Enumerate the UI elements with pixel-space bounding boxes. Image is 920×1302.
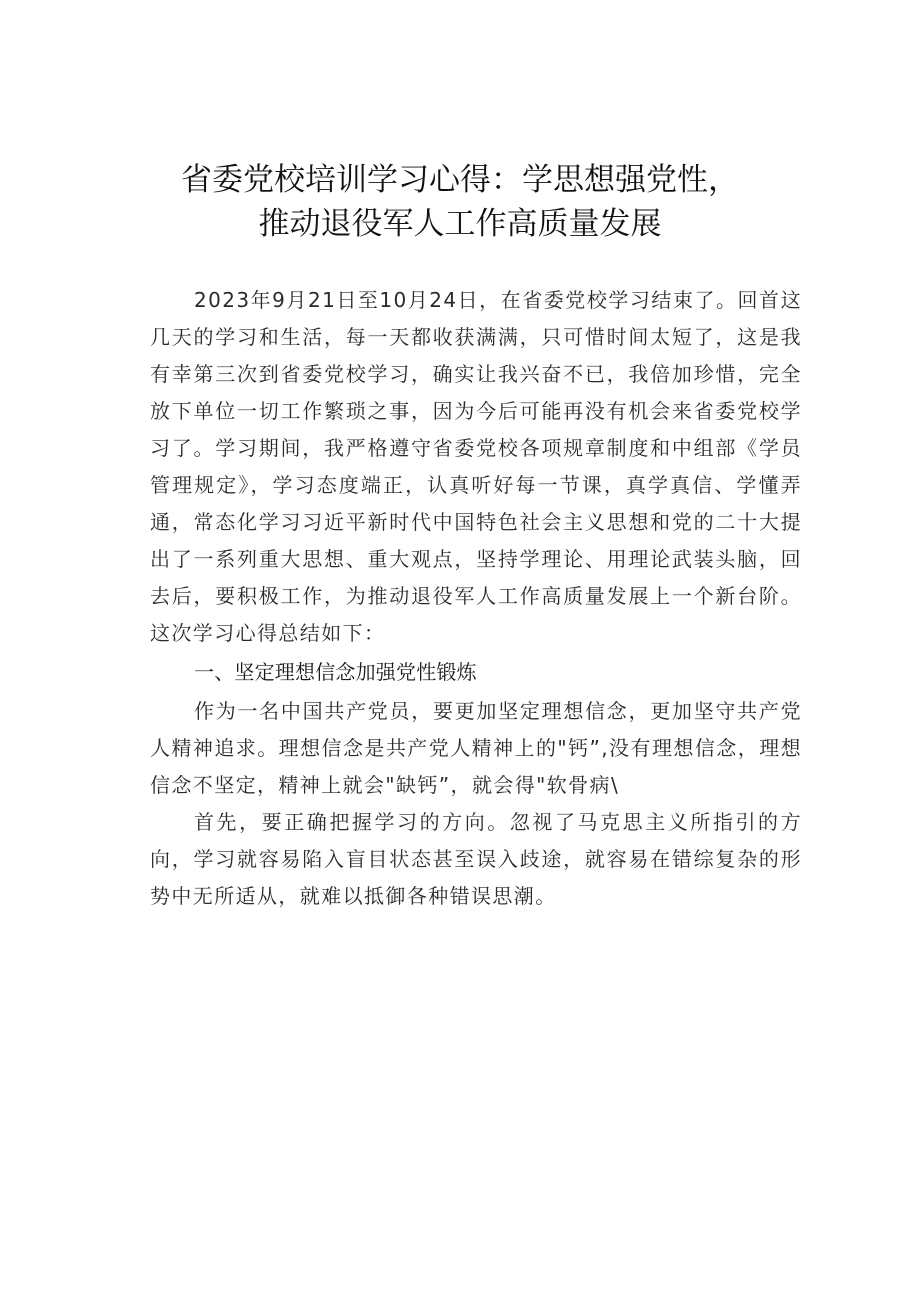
paragraph-direction: 首先，要正确把握学习的方向。忽视了马克思主义所指引的方向，学习就容易陷入盲目状态甚至误入歧途，就容易在错综复杂的形势中无所适从，就难以抵御各种错误思潮。 [150,810,802,908]
document-title [100,158,820,246]
title-line-1: 省委党校培训学习心得：学思想强党性， [181,162,739,198]
title-line-2: 推动退役军人工作高质量发展 [258,206,662,242]
paragraph-intro: 2023年9月21日至10月24日，在省委党校学习结束了。回首这几天的学习和生活，每一天都收获满满，只可惜时间太短了，这是我有幸第三次到省委党校学习，确实让我兴奋不已，我倍加珍惜，完全放下单位一切工作繁琐之事，因为今后可能再没有机会来省委党校学习了。学习期间，我严格遵守省委党校各项规章制度和中组部《学员管理规定》，学习态度端正，认真听好每一节课，真学真信、学懂弄通，常态化学习习近平新时代中国特色社会主义思想和党的二十大提出了一系列重大思想、重大观点，坚持学理论、用理论武装头脑，回去后，要积极工作，为推动退役军人工作高质量发展上一个新台阶。这次学习心得总结如下： [150,288,802,645]
paragraph-ideals: 作为一名中国共产党员，要更加坚定理想信念，更加坚守共产党人精神追求。理想信念是共产党人精神上的"钙”,没有理想信念，理想信念不坚定，精神上就会"缺钙”，就会得"软骨病\ [150,699,802,797]
document-body [150,282,802,915]
section-heading-1: 一、坚定理想信念加强党性锻炼 [194,660,477,684]
